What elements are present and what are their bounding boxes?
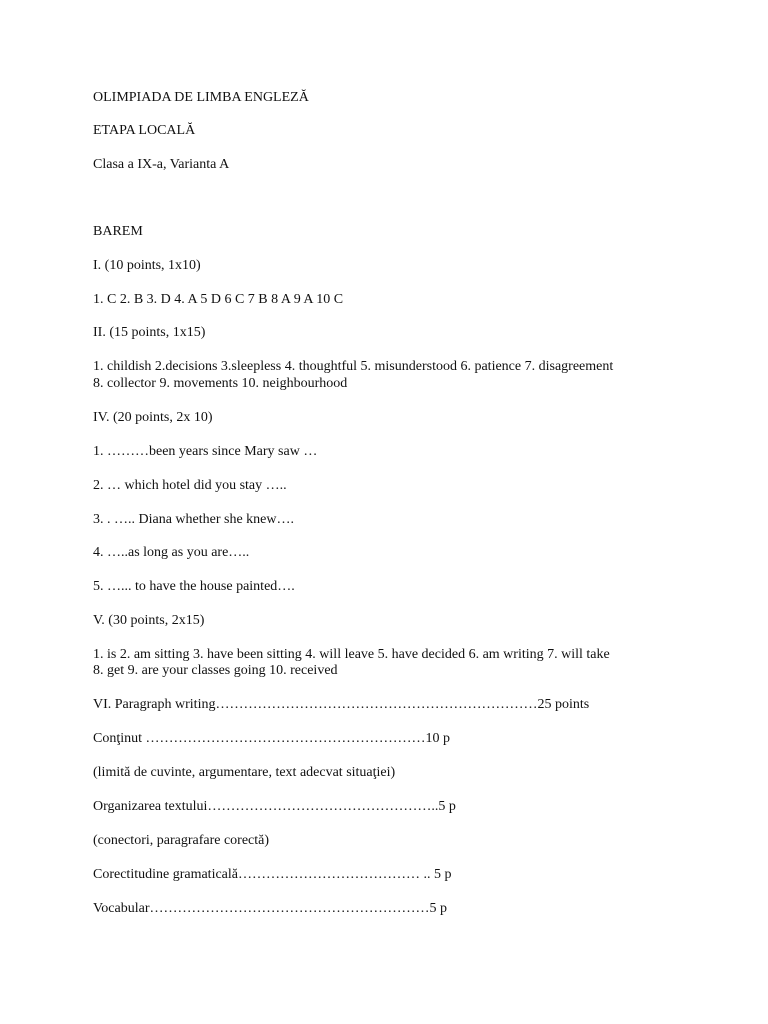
section-1-answers: 1. C 2. B 3. D 4. A 5 D 6 C 7 B 8 A 9 A 10 C [93, 292, 344, 307]
stage-label: ETAPA LOCALĂ [93, 123, 196, 138]
organization-criterion: Organizarea textului…………………………………………..5 p [93, 799, 456, 814]
section-2-answers-line-2: 8. collector 9. movements 10. neighbourhood [93, 376, 348, 391]
section-5-answers-line-2: 8. get 9. are your classes going 10. received [93, 663, 338, 678]
section-4-header: IV. (20 points, 2x 10) [93, 410, 213, 425]
section-5-answers-line-1: 1. is 2. am sitting 3. have been sitting 4. will leave 5. have decided 6. am writing 7. will take [93, 647, 610, 662]
class-variant: Clasa a IX-a, Varianta A [93, 157, 230, 172]
section-2-header: II. (15 points, 1x15) [93, 325, 206, 340]
section-2-answers-line-1: 1. childish 2.decisions 3.sleepless 4. thoughtful 5. misunderstood 6. patience 7. disagreement [93, 359, 614, 374]
document-title: OLIMPIADA DE LIMBA ENGLEZĂ [93, 90, 309, 105]
section-4-item-3: 3. . ….. Diana whether she knew…. [93, 512, 295, 527]
barem-heading: BAREM [93, 224, 143, 239]
content-criterion-note: (limită de cuvinte, argumentare, text adecvat situaţiei) [93, 765, 396, 780]
section-4-item-2: 2. … which hotel did you stay ….. [93, 478, 287, 493]
organization-criterion-note: (conectori, paragrafare corectă) [93, 833, 270, 848]
section-6-header: VI. Paragraph writing……………………………………………………………25 points [93, 697, 590, 712]
section-4-item-4: 4. …..as long as you are….. [93, 545, 250, 560]
section-1-header: I. (10 points, 1x10) [93, 258, 201, 273]
vocabulary-criterion: Vocabular……………………………………………………5 p [93, 901, 447, 916]
section-4-item-1: 1. ………been years since Mary saw … [93, 444, 318, 459]
section-5-header: V. (30 points, 2x15) [93, 613, 205, 628]
grammar-criterion: Corectitudine gramaticală………………………………… .. 5 p [93, 867, 452, 882]
section-4-item-5: 5. …... to have the house painted…. [93, 579, 295, 594]
content-criterion: Conţinut ……………………………………………………10 p [93, 731, 451, 746]
